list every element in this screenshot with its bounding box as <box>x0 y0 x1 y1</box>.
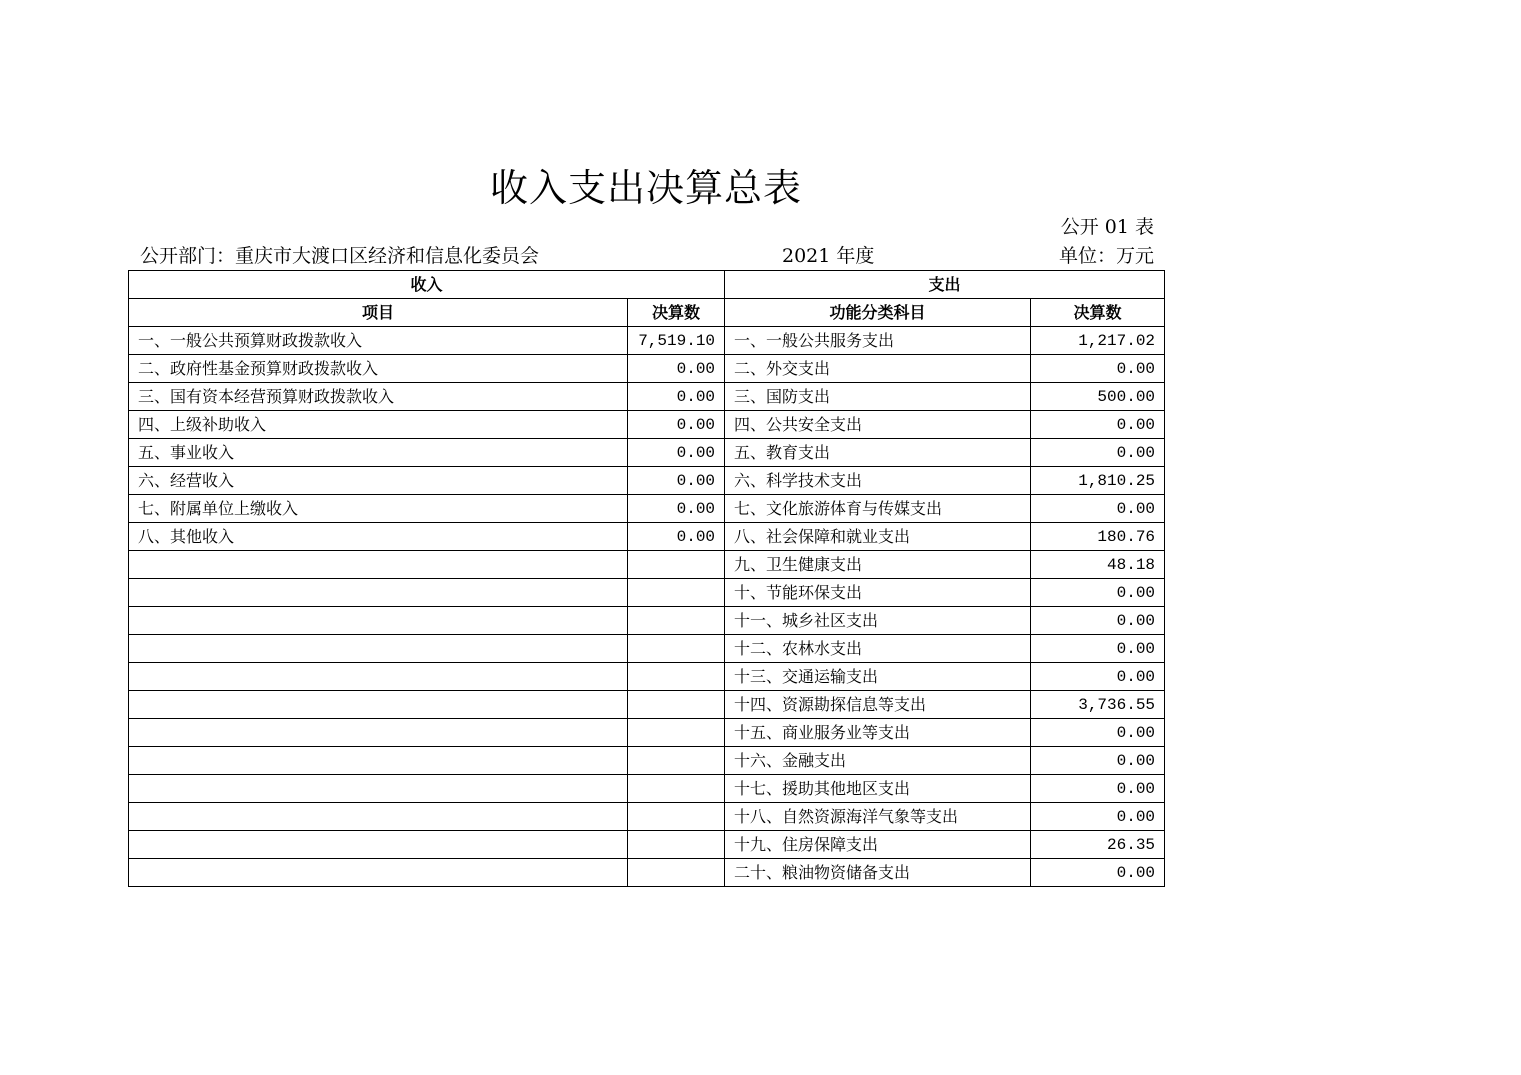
income-item-cell: 八、其他收入 <box>129 523 628 551</box>
expense-amount-header: 决算数 <box>1031 299 1165 327</box>
table-row <box>129 467 1165 495</box>
income-amount-cell: 0.00 <box>628 495 725 523</box>
expense-item-cell: 十八、自然资源海洋气象等支出 <box>725 803 1031 831</box>
expense-amount-cell: 0.00 <box>1031 719 1165 747</box>
expense-item-cell: 十九、住房保障支出 <box>725 831 1031 859</box>
expense-item-cell: 五、教育支出 <box>725 439 1031 467</box>
expense-amount-cell: 0.00 <box>1031 859 1165 887</box>
table-row <box>129 523 1165 551</box>
income-amount-cell: 7,519.10 <box>628 327 725 355</box>
expense-item-cell: 十、节能环保支出 <box>725 579 1031 607</box>
expense-item-cell: 二十、粮油物资储备支出 <box>725 859 1031 887</box>
table-row <box>129 411 1165 439</box>
expense-item-cell: 十六、金融支出 <box>725 747 1031 775</box>
expense-amount-cell: 0.00 <box>1031 411 1165 439</box>
income-item-cell <box>129 831 628 859</box>
income-amount-cell: 0.00 <box>628 411 725 439</box>
income-amount-cell <box>628 635 725 663</box>
table-row <box>129 691 1165 719</box>
income-item-cell <box>129 551 628 579</box>
income-item-cell <box>129 747 628 775</box>
income-item-header: 项目 <box>129 299 628 327</box>
income-item-cell <box>129 719 628 747</box>
column-header-row <box>129 299 1165 327</box>
income-amount-cell <box>628 607 725 635</box>
table-row <box>129 579 1165 607</box>
income-item-cell: 六、经营收入 <box>129 467 628 495</box>
expense-item-cell: 三、国防支出 <box>725 383 1031 411</box>
expense-amount-cell: 3,736.55 <box>1031 691 1165 719</box>
income-amount-cell <box>628 859 725 887</box>
expense-amount-cell: 1,217.02 <box>1031 327 1165 355</box>
expense-item-cell: 十四、资源勘探信息等支出 <box>725 691 1031 719</box>
expense-amount-cell: 0.00 <box>1031 747 1165 775</box>
expense-amount-cell: 0.00 <box>1031 579 1165 607</box>
expense-amount-cell: 0.00 <box>1031 607 1165 635</box>
expense-group-header: 支出 <box>725 271 1165 299</box>
income-amount-cell: 0.00 <box>628 523 725 551</box>
expense-amount-cell: 48.18 <box>1031 551 1165 579</box>
income-item-cell: 一、一般公共预算财政拨款收入 <box>129 327 628 355</box>
income-amount-cell <box>628 747 725 775</box>
income-item-cell: 四、上级补助收入 <box>129 411 628 439</box>
table-row <box>129 663 1165 691</box>
expense-amount-cell: 180.76 <box>1031 523 1165 551</box>
income-item-cell <box>129 859 628 887</box>
fiscal-year: 2021 年度 <box>782 245 875 267</box>
income-item-cell <box>129 607 628 635</box>
income-amount-cell: 0.00 <box>628 355 725 383</box>
expense-amount-cell: 0.00 <box>1031 495 1165 523</box>
income-item-cell: 二、政府性基金预算财政拨款收入 <box>129 355 628 383</box>
expense-amount-cell: 0.00 <box>1031 803 1165 831</box>
income-item-cell <box>129 663 628 691</box>
expense-item-cell: 六、科学技术支出 <box>725 467 1031 495</box>
income-amount-cell <box>628 663 725 691</box>
expense-amount-cell: 1,810.25 <box>1031 467 1165 495</box>
table-row <box>129 775 1165 803</box>
expense-item-cell: 十七、援助其他地区支出 <box>725 775 1031 803</box>
table-row <box>129 859 1165 887</box>
income-expense-table <box>128 270 1165 887</box>
expense-amount-cell: 0.00 <box>1031 635 1165 663</box>
table-row <box>129 495 1165 523</box>
expense-item-cell: 一、一般公共服务支出 <box>725 327 1031 355</box>
income-amount-cell <box>628 831 725 859</box>
expense-amount-cell: 500.00 <box>1031 383 1165 411</box>
table-body <box>129 327 1165 887</box>
income-amount-cell: 0.00 <box>628 439 725 467</box>
table-row <box>129 831 1165 859</box>
income-item-cell: 五、事业收入 <box>129 439 628 467</box>
income-amount-cell <box>628 579 725 607</box>
income-amount-cell <box>628 691 725 719</box>
expense-amount-cell: 0.00 <box>1031 775 1165 803</box>
expense-item-cell: 七、文化旅游体育与传媒支出 <box>725 495 1031 523</box>
expense-amount-cell: 26.35 <box>1031 831 1165 859</box>
table-row <box>129 635 1165 663</box>
income-item-cell: 三、国有资本经营预算财政拨款收入 <box>129 383 628 411</box>
income-amount-cell: 0.00 <box>628 467 725 495</box>
table-row <box>129 551 1165 579</box>
income-item-cell <box>129 775 628 803</box>
expense-item-cell: 十三、交通运输支出 <box>725 663 1031 691</box>
income-amount-cell <box>628 803 725 831</box>
income-amount-header: 决算数 <box>628 299 725 327</box>
expense-amount-cell: 0.00 <box>1031 663 1165 691</box>
income-amount-cell <box>628 551 725 579</box>
table-row <box>129 383 1165 411</box>
form-number: 公开 01 表 <box>1060 216 1154 238</box>
department-label: 公开部门：重庆市大渡口区经济和信息化委员会 <box>140 245 540 267</box>
table-row <box>129 747 1165 775</box>
unit-label: 单位：万元 <box>1058 245 1154 267</box>
expense-item-cell: 十五、商业服务业等支出 <box>725 719 1031 747</box>
income-amount-cell: 0.00 <box>628 383 725 411</box>
table-row <box>129 719 1165 747</box>
expense-amount-cell: 0.00 <box>1031 439 1165 467</box>
income-amount-cell <box>628 719 725 747</box>
group-header-row <box>129 271 1165 299</box>
income-item-cell <box>129 635 628 663</box>
expense-item-cell: 四、公共安全支出 <box>725 411 1031 439</box>
table-row <box>129 803 1165 831</box>
table-row <box>129 439 1165 467</box>
table-row <box>129 327 1165 355</box>
expense-item-cell: 九、卫生健康支出 <box>725 551 1031 579</box>
expense-item-cell: 十二、农林水支出 <box>725 635 1031 663</box>
income-group-header: 收入 <box>129 271 725 299</box>
income-item-cell <box>129 803 628 831</box>
meta-row <box>140 242 1154 270</box>
table-row <box>129 607 1165 635</box>
income-item-cell: 七、附属单位上缴收入 <box>129 495 628 523</box>
income-item-cell <box>129 691 628 719</box>
expense-item-header: 功能分类科目 <box>725 299 1031 327</box>
income-item-cell <box>129 579 628 607</box>
table-row <box>129 355 1165 383</box>
page-title: 收入支出决算总表 <box>489 166 802 210</box>
expense-item-cell: 八、社会保障和就业支出 <box>725 523 1031 551</box>
expense-item-cell: 十一、城乡社区支出 <box>725 607 1031 635</box>
expense-item-cell: 二、外交支出 <box>725 355 1031 383</box>
expense-amount-cell: 0.00 <box>1031 355 1165 383</box>
income-amount-cell <box>628 775 725 803</box>
